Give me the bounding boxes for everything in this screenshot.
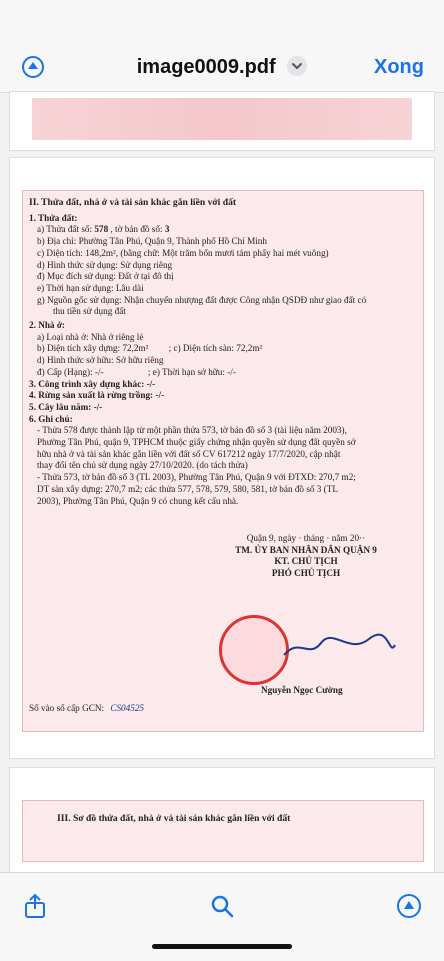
parcel-number: 578 bbox=[94, 224, 109, 235]
note-line: DT sàn xây dựng: 270,7 m2; các thửa 577, 578, 579, 580, 581, tờ bản đồ số 3 (TL bbox=[37, 483, 338, 494]
land-heading: 1. Thửa đất: bbox=[29, 212, 78, 223]
next-page bbox=[10, 768, 434, 872]
signature-date: Quận 9, ngày · tháng · năm 20·· bbox=[246, 533, 366, 543]
previous-page-paper bbox=[32, 98, 412, 140]
land-usage-form: d) Hình thức sử dụng: Sử dụng riêng bbox=[37, 259, 173, 270]
parcel-label: a) Thửa đất số: bbox=[37, 224, 93, 235]
house-ownership-term: ; e) Thời hạn sở hữu: -/- bbox=[147, 366, 236, 377]
gcn-label: Số vào sổ cấp GCN: bbox=[29, 703, 105, 713]
land-certificate-page bbox=[22, 190, 424, 732]
share-icon[interactable] bbox=[20, 891, 50, 921]
note-line: 2003), Phường Tân Phú, Quận 9 có chung kết cấu nhà. bbox=[37, 495, 239, 506]
land-usage-term: e) Thời hạn sử dụng: Lâu dài bbox=[37, 282, 144, 293]
markup-icon[interactable] bbox=[394, 891, 424, 921]
land-area: c) Diện tích: 148,2m², (bằng chữ: Một trăm bốn mươi tám phẩy hai mét vuông) bbox=[37, 247, 329, 258]
house-grade: đ) Cấp (Hạng): -/- bbox=[37, 366, 104, 377]
land-origin-line1: g) Nguồn gốc sử dụng: Nhận chuyển nhượng đất được Công nhận QSDĐ như giao đất có bbox=[37, 294, 367, 305]
map-number: 3 bbox=[164, 224, 170, 235]
gcn-number: CS04525 bbox=[110, 703, 145, 713]
land-origin-line2: thu tiền sử dụng đất bbox=[53, 306, 126, 317]
other-works: 3. Công trình xây dựng khác: -/- bbox=[29, 378, 156, 389]
signature-block bbox=[201, 533, 411, 580]
done-button[interactable]: Xong bbox=[374, 56, 424, 78]
land-address: b) Địa chỉ: Phường Tân Phú, Quận 9, Thành phố Hồ Chí Minh bbox=[37, 236, 267, 247]
notes-block bbox=[29, 425, 417, 507]
notes-heading: 6. Ghi chú: bbox=[29, 413, 73, 424]
house-built-area: b) Diện tích xây dựng: 72,2m² bbox=[37, 343, 149, 354]
gcn-row bbox=[29, 703, 144, 715]
signature-org: TM. ỦY BAN NHÂN DÂN QUẬN 9 bbox=[235, 544, 377, 555]
next-page-paper bbox=[22, 800, 424, 862]
house-floor-area: ; c) Diện tích sàn: 72,2m² bbox=[168, 343, 263, 354]
land-parcel-row bbox=[29, 224, 417, 236]
note-line: - Thửa 573, tờ bản đồ số 3 (TL 2003), Phường Tân Phú, Quận 9 với ĐTXD: 270,7 m2; bbox=[37, 472, 356, 483]
note-line: hữu nhà ở và tài sản khác gắn liền với đất số CV 617212 ngày 17/7/2020, cập nhật bbox=[37, 448, 341, 459]
section-title: II. Thửa đất, nhà ở và tài sản khác gắn liền với đất bbox=[29, 197, 237, 208]
next-section-title: III. Sơ đồ thửa đất, nhà ở và tài sản khác gắn liền với đất bbox=[57, 813, 291, 824]
signer-name: Nguyễn Ngọc Cường bbox=[261, 685, 343, 695]
chevron-down-icon[interactable] bbox=[287, 56, 307, 76]
house-heading: 2. Nhà ở: bbox=[29, 320, 65, 331]
top-bar bbox=[0, 0, 444, 93]
title-text: image0009.pdf bbox=[136, 56, 276, 78]
map-label: , tờ bản đồ số: bbox=[110, 224, 163, 235]
search-icon[interactable] bbox=[207, 891, 237, 921]
perennial-trees: 5. Cây lâu năm: -/- bbox=[29, 401, 103, 412]
note-line: thay đổi tên chủ sử dụng ngày 27/10/2020. (do tách thửa) bbox=[37, 460, 248, 471]
house-type: a) Loại nhà ở: Nhà ở riêng lẻ bbox=[37, 331, 144, 342]
house-area-row bbox=[29, 343, 417, 355]
signature-role1: KT. CHỦ TỊCH bbox=[274, 556, 338, 567]
signature-role2: PHÓ CHỦ TỊCH bbox=[271, 568, 341, 579]
previous-page bbox=[10, 92, 434, 150]
planted-forest: 4. Rừng sản xuất là rừng trồng: -/- bbox=[29, 390, 165, 401]
land-usage-purpose: đ) Mục đích sử dụng: Đất ở tại đô thị bbox=[37, 271, 174, 282]
house-grade-row bbox=[29, 367, 417, 379]
handwritten-signature bbox=[279, 627, 399, 667]
note-line: Phường Tân Phú, quận 9, TPHCM thuộc giấy chứng nhận quyền sử dụng đất quyền sở bbox=[37, 437, 356, 448]
certificate-text bbox=[29, 197, 417, 725]
home-indicator bbox=[152, 944, 292, 949]
current-page bbox=[10, 158, 434, 758]
house-ownership-form: d) Hình thức sở hữu: Sở hữu riêng bbox=[37, 355, 164, 366]
note-line: - Thửa 578 được thành lập từ một phần thửa 573, tờ bản đồ số 3 (tài liệu năm 2003), bbox=[37, 425, 347, 436]
